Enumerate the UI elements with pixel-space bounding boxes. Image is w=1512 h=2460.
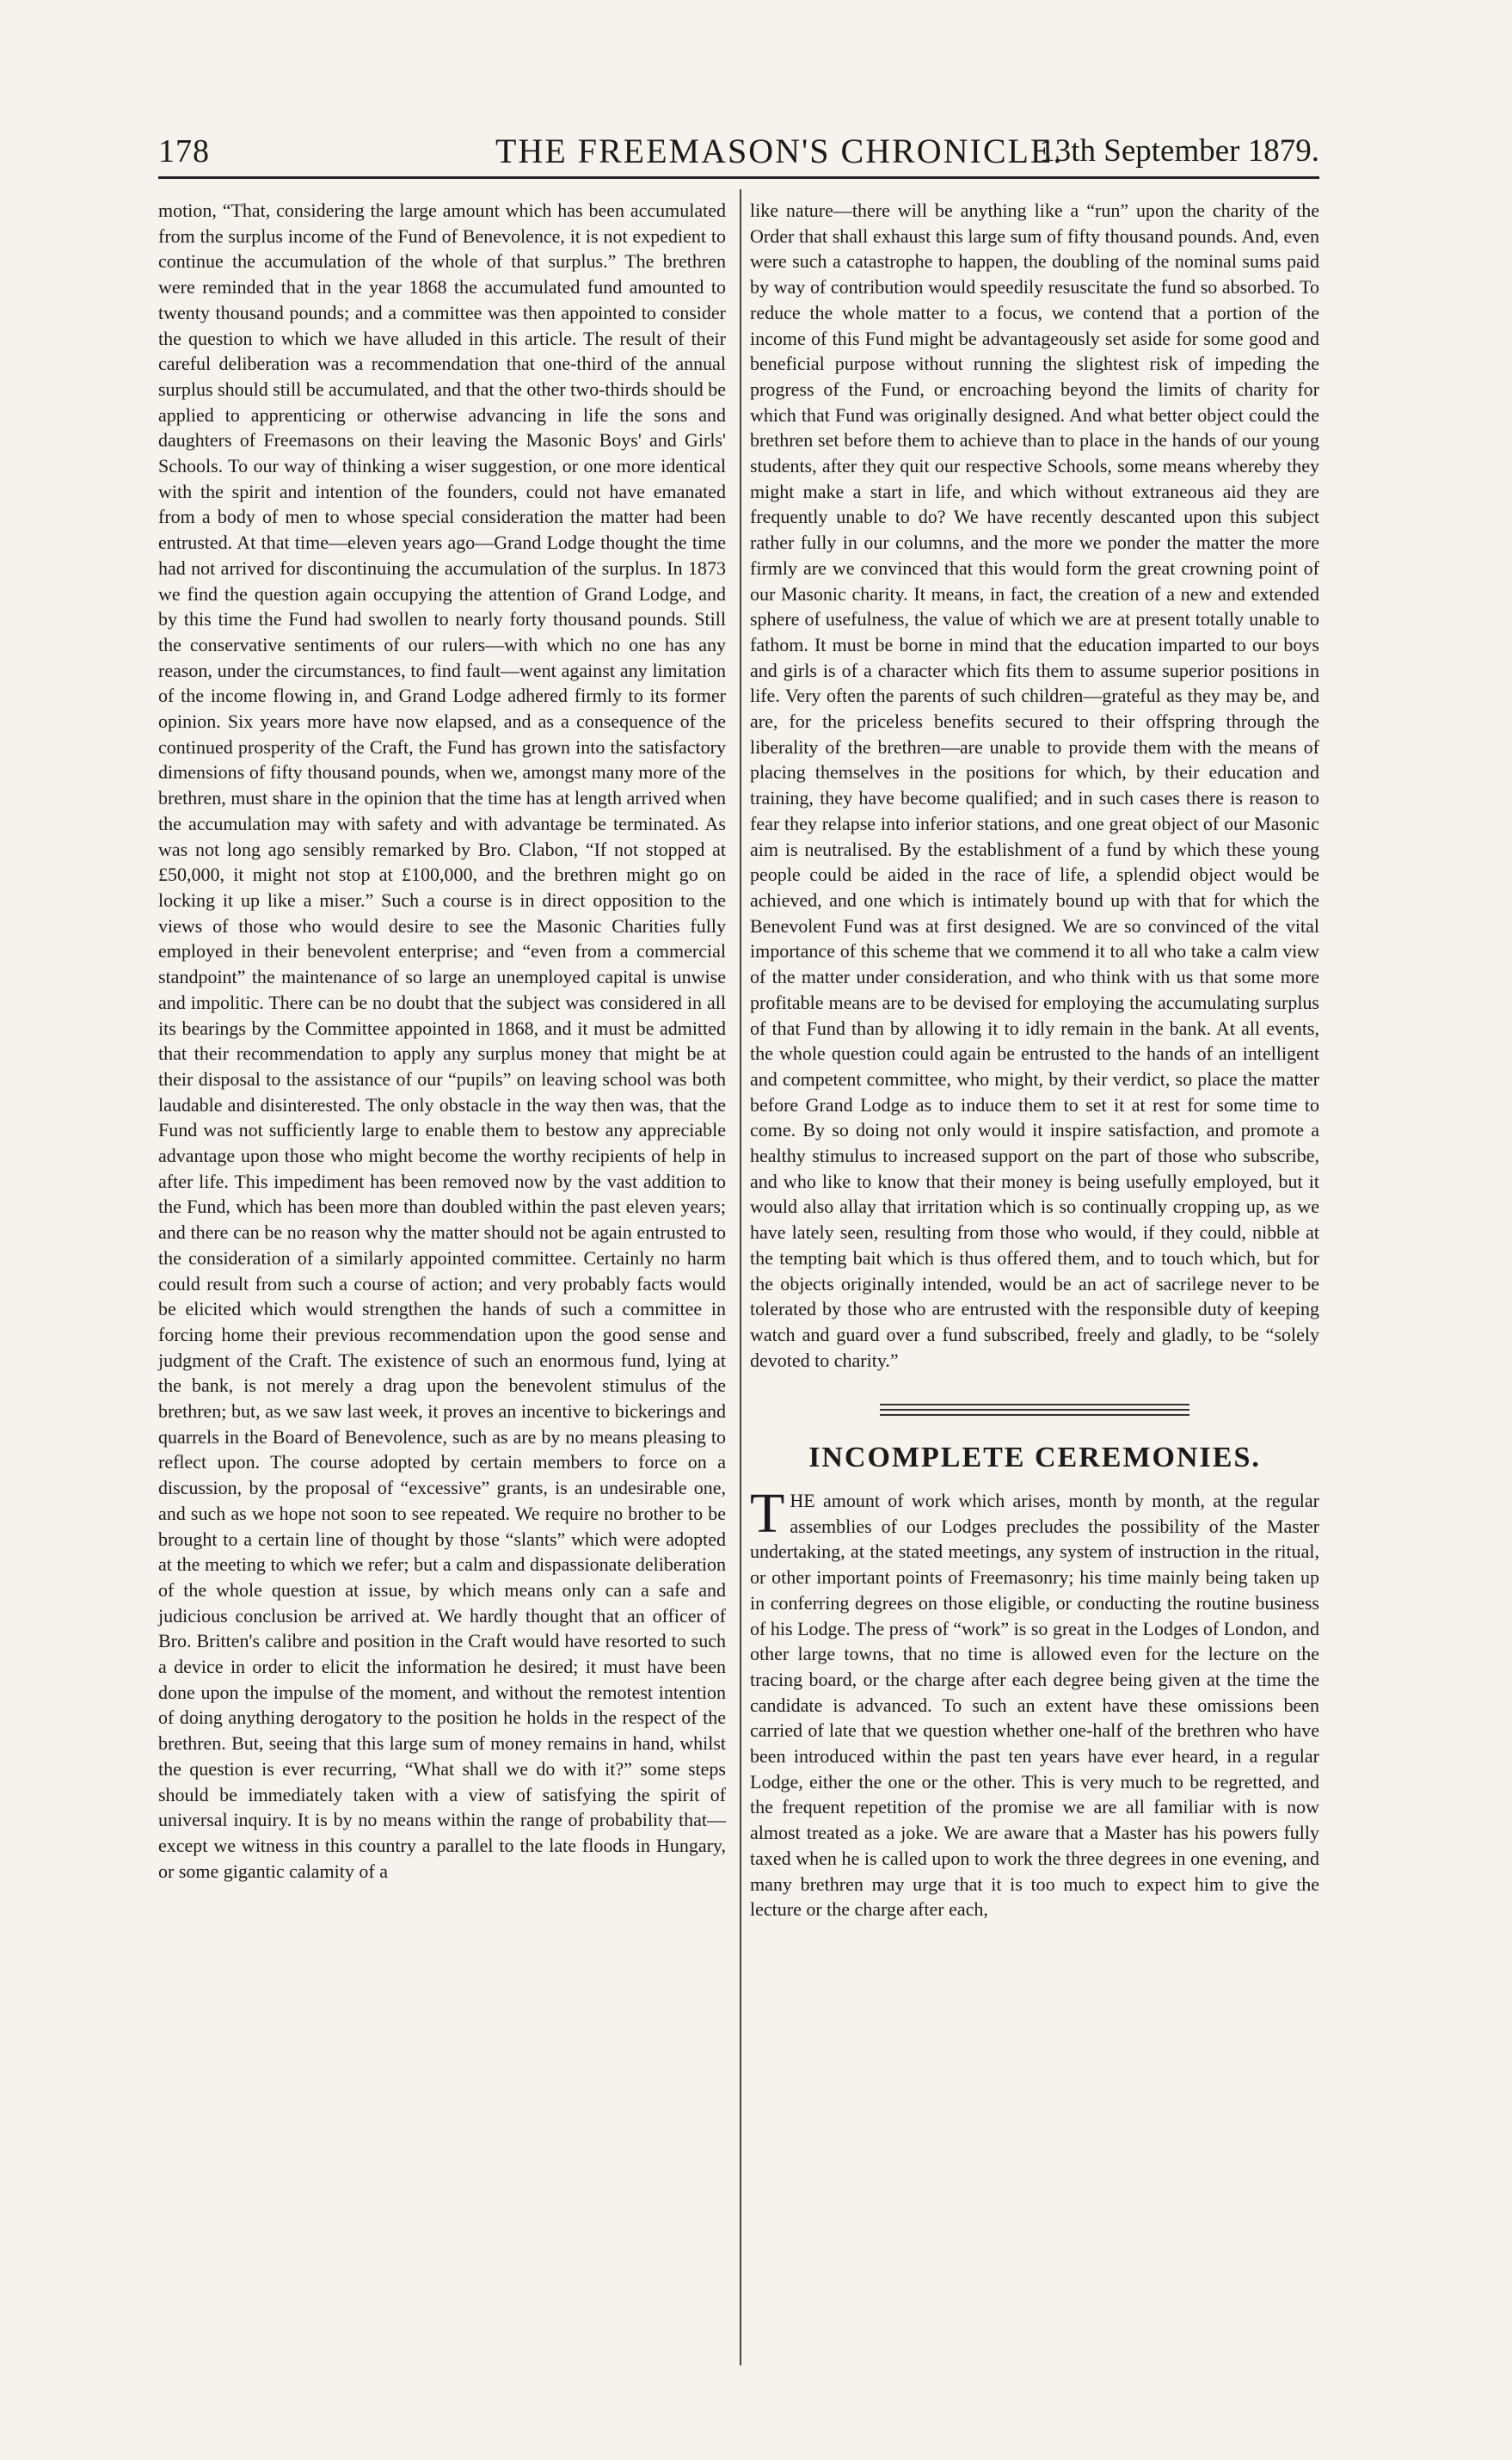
page-number: 178 [158,133,210,169]
drop-cap: T [750,1482,785,1546]
issue-date: 13th September 1879. [1039,133,1319,169]
left-column-text: motion, “That, considering the large amount which has been accumulated from the surplus income of the Fund of Benevolence, it is not expedient to continue the accumulation of the whole of that surplus.” The brethren were reminded that in the year 1868 the accumulated fund amounted to twenty thousand pounds; and a committee was then appointed to consider the question to which we have alluded in this article. The result of their careful deliberation was a recommendation that one-third of the annual surplus should still be accumulated, and that the other two-thirds should be applied to apprenticing or otherwise advancing in life the sons and daughters of Freemasons on their leaving the Masonic Boys' and Girls' Schools. To our way of thinking a wiser suggestion, or one more identical with the spirit and intention of the founders, could not have emanated from a body of men to whose special consideration the matter had been entrusted. At that time—eleven years ago—Grand Lodge thought the time had not arrived for discontinuing the accumulation of the surplus. In 1873 we find the question again occupying the attention of Grand Lodge, and by this time the Fund had swollen to nearly forty thousand pounds. Still the conservative sentiments of our rulers—with which no one has any reason, under the circumstances, to find fault—went against any limitation of the income flowing in, and Grand Lodge adhered firmly to its former opinion. Six years more have now elapsed, and as a consequence of the continued prosperity of the Craft, the Fund has grown into the satisfactory dimensions of fifty thousand pounds, when we, amongst many more of the brethren, must share in the opinion that the time has at length arrived when the accumulation may with safety and with advantage be terminated. As was not long ago sensibly remarked by Bro. Clabon, “If not stopped at £50,000, it might not stop at £100,000, and the brethren might go on locking it up like a miser.” Such a course is in direct opposition to the views of those who would desire to see the Masonic Charities fully employed in their benevolent enterprise; and “even from a commercial standpoint” the maintenance of so large an unemployed capital is unwise and impolitic. There can be no doubt that the subject was considered in all its bearings by the Committee appointed in 1868, and it must be admitted that their recommendation to apply any surplus money that might be at their disposal to the assistance of our “pupils” on leaving school was both laudable and disinterested. The only obstacle in the way then was, that the Fund was not sufficiently large to enable them to bestow any appreciable advantage upon those who might become the worthy recipients of help in after life. This impediment has been removed now by the vast addition to the Fund, which has been more than doubled within the past eleven years; and there can be no reason why the matter should not be again entrusted to the consideration of a similarly appointed committee. Certainly no harm could result from such a course of action; and very probably facts would be elicited which would strengthen the hands of such a committee in forcing home their previous recommendation upon the good sense and judgment of the Craft. The existence of such an enormous fund, lying at the bank, is not merely a drag upon the benevolent stimulus of the brethren; but, as we saw last week, it proves an incentive to bickerings and quarrels in the Board of Benevolence, such as are by no means pleasing to reflect upon. The course adopted by certain members to force on a discussion, by the proposal of “excessive” grants, is an undesirable one, and such as we hope not soon to see repeated. We require no brother to be brought to a certain line of thought by those “slants” which were adopted at the meeting to which we refer; but a calm and dispassionate deliberation of the whole question at issue, by which means only can a safe and judicious conclusion be arrived at. We hardly thought that an officer of Bro. Britten's calibre and position in the Craft would have resorted to such a device in order to elicit the information he desired; it must have been done upon the impulse of the moment, and without the remotest intention of doing anything derogatory to the position he holds in the respect of the brethren. But, seeing that this large sum of money remains in hand, whilst the question is ever recurring, “What shall we do with it?” some steps should be immediately taken with a view of satisfying the spirit of universal inquiry. It is by no means within the range of probability that—except we witness in this country a parallel to the late floods in Hungary, or some gigantic calamity of a [158,200,726,1882]
header-rule [158,176,1319,179]
masthead-title: THE FREEMASON'S CHRONICLE. [495,132,1064,170]
right-column [750,198,1319,1922]
section-divider [880,1404,1189,1416]
section-heading: INCOMPLETE CEREMONIES. [808,1442,1261,1474]
page-header [158,129,1319,172]
column-divider [740,189,741,2365]
left-column [158,198,726,1884]
section-text: HE amount of work which arises, month by month, at the regular assemblies of our Lodges precludes the possibility of the Master undertaking, at the stated meetings, any system of instruction in the ritual, or other important points of Freemasonry; his time mainly being taken up in conferring degrees on those eligible, or conducting the routine business of his Lodge. The press of “work” is so great in the Lodges of London, and other large towns, that no time is allowed even for the lecture on the tracing board, or the charge after each degree being given at the time the candidate is advanced. To such an extent have these omissions been carried of late that we question whether one-half of the brethren who have been introduced within the past ten years have ever heard, in a regular Lodge, either the one or the other. This is very much to be regretted, and the frequent repetition of the promise we are all familiar with is now almost treated as a joke. We are aware that a Master has his powers fully taxed when he is called upon to work the three degrees in one evening, and many brethren may urge that it is too much to expect him to give the lecture or the charge after each, [750,1490,1319,1921]
right-column-text: like nature—there will be anything like a “run” upon the charity of the Order that shall exhaust this large sum of fifty thousand pounds. And, even were such a catastrophe to happen, the doubling of the nominal sums paid by way of contribution would speedily resuscitate the fund so absorbed. To reduce the whole matter to a focus, we contend that a portion of the income of this Fund might be advantageously set aside for some good and beneficial purpose without running the slightest risk of impeding the progress of the Fund, or encroaching beyond the limits of charity for which that Fund was originally designed. And what better object could the brethren set before them to achieve than to place in the hands of our young students, after they quit our respective Schools, some means whereby they might make a start in life, and which without extraneous aid they are frequently unable to do? We have recently descanted upon this subject rather fully in our columns, and the more we ponder the matter the more firmly are we convinced that this would form the great crowning point of our Masonic charity. It means, in fact, the creation of a new and extended sphere of usefulness, the value of which we are at present totally unable to fathom. It must be borne in mind that the education imparted to our boys and girls is of a character which fits them to assume superior positions in life. Very often the parents of such children—grateful as they may be, and are, for the priceless benefits secured to their offspring through the liberality of the brethren—are unable to provide them with the means of placing themselves in the positions for which, by their education and training, they have become qualified; and in such cases there is reason to fear they relapse into inferior stations, and one great object of our Masonic aim is neutralised. By the establishment of a fund by which these young people could be aided in the race of life, a splendid object would be achieved, and one which is intimately bound up with that for which the Benevolent Fund was at first designed. We are so convinced of the vital importance of this scheme that we commend it to all who take a calm view of the matter under consideration, and who think with us that some more profitable means are to be devised for employing the accumulating surplus of that Fund than by allowing it to idly remain in the bank. At all events, the whole question could again be entrusted to the hands of an intelligent and competent committee, who might, by their verdict, so place the matter before Grand Lodge as to induce them to set it at rest for some time to come. By so doing not only would it inspire satisfaction, and promote a healthy stimulus to increased support on the part of those who subscribe, and who like to know that their money is being usefully employed, but it would also allay that irritation which is so continually cropping up, as we have lately seen, resulting from those who would, if they could, nibble at the tempting bait which is thus offered them, and to touch which, but for the objects originally intended, would be an act of sacrilege never to be tolerated by those who are entrusted with the responsible duty of keeping watch and guard over a fund subscribed, freely and gladly, to be “solely devoted to charity.” [750,200,1319,1371]
section-body [750,1482,1319,1922]
